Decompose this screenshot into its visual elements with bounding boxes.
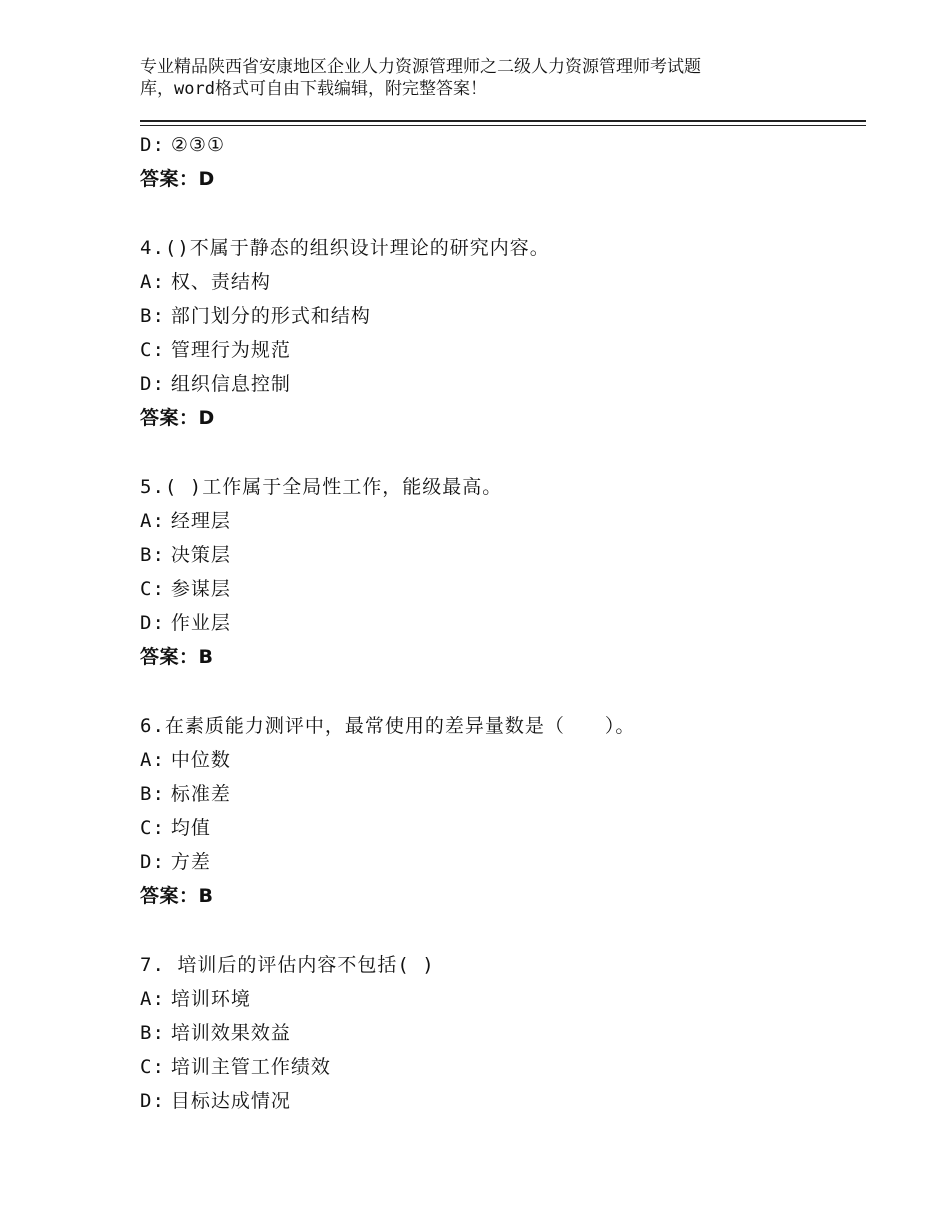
- option-label: B:: [140, 305, 165, 327]
- option-row: [140, 982, 860, 1016]
- option-label: C:: [140, 339, 165, 361]
- option-row: [140, 811, 860, 845]
- question-text: 7. 培训后的评估内容不包括( ): [140, 954, 435, 976]
- question-text: 4.()不属于静态的组织设计理论的研究内容。: [140, 237, 550, 259]
- option-text: 中位数: [170, 749, 231, 771]
- option-row: [140, 777, 860, 811]
- answer-line: 答案：B: [140, 885, 214, 907]
- option-row: [140, 333, 860, 367]
- option-text: 作业层: [170, 612, 231, 634]
- option-label: D:: [140, 373, 165, 395]
- option-text: 目标达成情况: [170, 1090, 291, 1112]
- option-row: [140, 572, 860, 606]
- option-row: [140, 1016, 860, 1050]
- spacer: [140, 435, 860, 470]
- option-label: B:: [140, 1022, 165, 1044]
- option-row: [140, 845, 860, 879]
- option-text: 组织信息控制: [170, 373, 291, 395]
- option-text: 部门划分的形式和结构: [170, 305, 371, 327]
- option-label: B:: [140, 544, 165, 566]
- spacer: [140, 674, 860, 709]
- header-rule-thin: [140, 125, 866, 126]
- option-text: 方差: [170, 851, 211, 873]
- option-text: 培训主管工作绩效: [170, 1056, 331, 1078]
- option-row: [140, 504, 860, 538]
- answer-line: 答案：D: [140, 407, 215, 429]
- option-text: 培训环境: [170, 988, 251, 1010]
- option-row: [140, 606, 860, 640]
- header-line-2: 库，word格式可自由下载编辑，附完整答案！: [140, 79, 487, 99]
- spacer: [140, 913, 860, 948]
- option-label: D:: [140, 1090, 165, 1112]
- answer-line: 答案：D: [140, 168, 215, 190]
- option-label: C:: [140, 817, 165, 839]
- option-label: A:: [140, 510, 165, 532]
- option-text: 标准差: [170, 783, 231, 805]
- option-label: C:: [140, 1056, 165, 1078]
- option-text: 经理层: [170, 510, 231, 532]
- option-text: 管理行为规范: [170, 339, 291, 361]
- option-row: [140, 1050, 860, 1084]
- option-label: B:: [140, 783, 165, 805]
- spacer: [140, 196, 860, 231]
- option-row: [140, 299, 860, 333]
- question-text: 6.在素质能力测评中，最常使用的差异量数是（ ）。: [140, 715, 636, 737]
- option-text: 参谋层: [170, 578, 231, 600]
- question-list: [140, 128, 860, 1118]
- option-text: 培训效果效益: [170, 1022, 291, 1044]
- option-row: [140, 1084, 860, 1118]
- page-header: [140, 56, 840, 100]
- option-row: [140, 538, 860, 572]
- option-label: A:: [140, 271, 165, 293]
- option-row: [140, 367, 860, 401]
- option-label: C:: [140, 578, 165, 600]
- option-row: [140, 743, 860, 777]
- option-text: ②③①: [170, 134, 225, 156]
- header-line-1: 专业精品陕西省安康地区企业人力资源管理师之二级人力资源管理师考试题: [140, 57, 701, 77]
- option-text: 权、责结构: [170, 271, 271, 293]
- answer-line: 答案：B: [140, 646, 214, 668]
- option-text: 决策层: [170, 544, 231, 566]
- option-label: D:: [140, 612, 165, 634]
- option-row: [140, 265, 860, 299]
- option-label: A:: [140, 988, 165, 1010]
- header-rule-thick: [140, 120, 866, 122]
- option-label: D:: [140, 134, 165, 156]
- option-text: 均值: [170, 817, 211, 839]
- option-label: D:: [140, 851, 165, 873]
- option-row: [140, 128, 860, 162]
- question-text: 5.( )工作属于全局性工作，能级最高。: [140, 476, 503, 498]
- option-label: A:: [140, 749, 165, 771]
